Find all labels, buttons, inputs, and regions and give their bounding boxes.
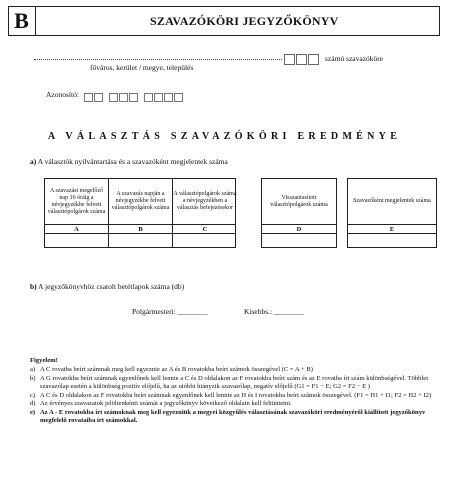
section-title: A VÁLASZTÁS SZAVAZÓKÖRI EREDMÉNYE bbox=[47, 131, 402, 142]
col-b-letter: B bbox=[138, 225, 143, 233]
note-text: Az érvényes szavazatok jelöltenkénti számát a jegyzőkönyv következő oldalain kell feltüntetni. bbox=[40, 400, 292, 407]
col-c-header: A választópolgárok száma a névjegyzékben a választás befejezésekor bbox=[173, 191, 237, 211]
note-text: A C rovatba beírt számnak meg kell egyeznie az A és B rovatokba beírt számok összegével (C = A + B) bbox=[40, 366, 313, 373]
note-marker: a) bbox=[30, 366, 36, 373]
col-a-letter: A bbox=[74, 225, 79, 233]
note-marker: d) bbox=[30, 400, 36, 407]
part-b-marker: b) bbox=[30, 282, 37, 291]
col-c-letter: C bbox=[202, 225, 208, 233]
mayoral-count-field[interactable]: Polgármesteri: ________ bbox=[132, 307, 208, 316]
location-dotted-line bbox=[34, 59, 282, 60]
identifier-boxes[interactable] bbox=[84, 88, 184, 106]
note-marker: b) bbox=[30, 374, 36, 382]
note-marker: c) bbox=[30, 391, 36, 399]
col-c-header-cell bbox=[173, 179, 237, 224]
part-b-heading bbox=[30, 282, 184, 291]
note-text: Az A - E rovatokba írt számoknak meg kell egyezniük a megyei közgyűlés választásának szavazóköri eredményéről kiállított jegyzőkönyv megfelelő rovataiba írt számokkal. bbox=[40, 408, 426, 424]
table-e bbox=[347, 178, 437, 248]
col-a-input[interactable] bbox=[45, 234, 109, 248]
col-b-input[interactable] bbox=[109, 234, 173, 248]
notes-list bbox=[30, 366, 440, 426]
col-e-letter: E bbox=[389, 225, 395, 233]
note-item bbox=[30, 409, 440, 426]
minority-count-field[interactable]: Kisebbs.: ________ bbox=[244, 307, 304, 316]
notes-title: Figyelem! bbox=[30, 357, 58, 364]
district-suffix: számú szavazóköre bbox=[325, 54, 384, 63]
col-a-header-cell bbox=[45, 179, 109, 224]
col-b-header: A szavazás napján a névjegyzékbe felvett választópolgárok száma bbox=[111, 191, 170, 211]
col-e-header-cell bbox=[348, 179, 436, 224]
col-e-input[interactable] bbox=[348, 234, 436, 248]
note-marker: e) bbox=[30, 408, 36, 416]
district-number-boxes[interactable] bbox=[284, 52, 320, 70]
col-e-header: Szavazóként megjelentek száma bbox=[353, 198, 431, 204]
table-abc bbox=[44, 178, 236, 248]
col-d-header: Visszautasított választópolgárok száma bbox=[270, 194, 328, 208]
document-title: SZAVAZÓKÖRI JEGYZŐKÖNYV bbox=[150, 14, 339, 28]
part-a-heading bbox=[30, 157, 228, 166]
location-caption: főváros, kerület / megye, település bbox=[90, 63, 194, 72]
part-a-title: A választók nyilvántartása és a szavazóként megjelentek száma bbox=[37, 157, 228, 166]
identifier-label: Azonosító: bbox=[46, 90, 79, 99]
form-letter: B bbox=[8, 6, 36, 36]
part-a-marker: a) bbox=[30, 157, 37, 166]
col-c-input[interactable] bbox=[173, 234, 237, 248]
col-b-header-cell bbox=[109, 179, 173, 224]
note-item bbox=[30, 366, 440, 375]
col-d-input[interactable] bbox=[262, 234, 336, 248]
note-text: A C és D oldalakon az F rovatokba beírt számnak egyenlőnek kell lennie az H és I rovatokba beírt számok összegével. (F1 = H1 + I1; F2 = H2 + I2) bbox=[40, 391, 432, 399]
col-d-header-cell bbox=[262, 179, 336, 224]
table-d bbox=[261, 178, 337, 248]
part-b-title: A jegyzőkönyvhöz csatolt betétlapok száma (db) bbox=[38, 282, 185, 291]
note-item bbox=[30, 392, 440, 401]
note-item bbox=[30, 375, 440, 392]
col-d-letter: D bbox=[296, 225, 302, 233]
note-text: A G rovatokba beírt számnak egyenlőnek kell lennie a C és D oldalakon az F rovatokba beírt szám és az E rovatba írt szám különbségével. Többlet szavazólap esetén a különbség pozitív előjelű, ha az utóbbi hiányzik szavazólap, negatív előjelű (G1 = F1 − E; G2 = F2 − E ) bbox=[40, 374, 429, 390]
col-a-header: A szavazást megelőző nap 16 óráig a névjegyzékbe felvett választópolgárok száma bbox=[47, 187, 106, 215]
note-item bbox=[30, 400, 440, 409]
